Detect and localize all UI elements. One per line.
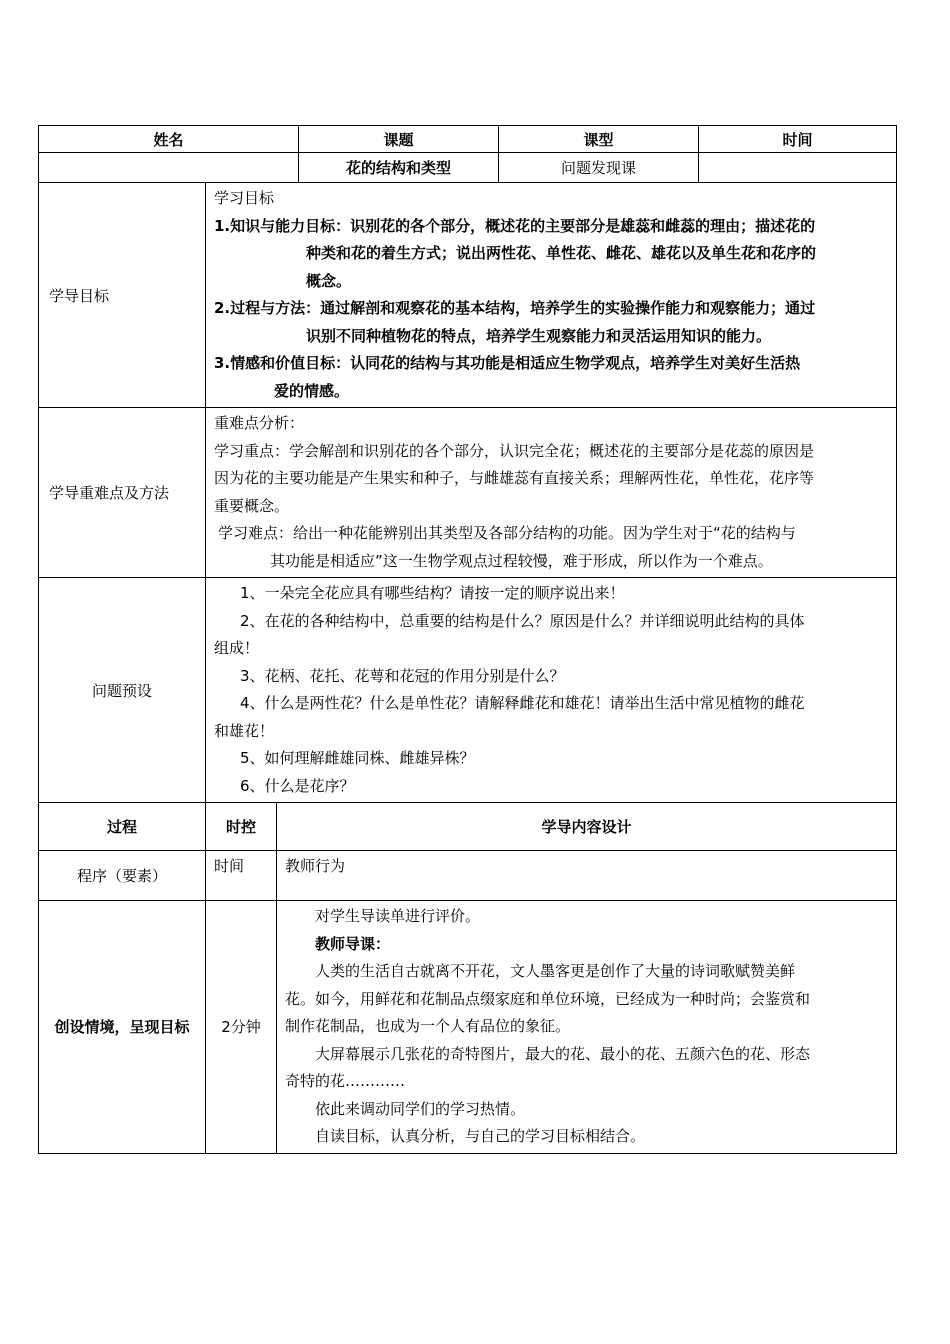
question-6: 6、什么是花序？ (240, 776, 355, 795)
goals-row (39, 183, 897, 408)
stage-1-line-7: 奇特的花………… (285, 1072, 406, 1090)
stage-1-row (39, 901, 897, 1154)
header-topic: 课题 (299, 126, 499, 153)
hard-point-line-2: 其功能是相适应”这一生物学观点过程较慢，难于形成，所以作为一个难点。 (270, 551, 773, 570)
stage-1-line-6: 大屏幕展示几张花的奇特图片，最大的花、最小的花、五颜六色的花、形态 (315, 1044, 811, 1063)
question-2: 2、在花的各种结构中，总重要的结构是什么？原因是什么？并详细说明此结构的具体 (240, 611, 805, 630)
hard-point-line-1: 学习难点：给出一种花能辨别出其类型及各部分结构的功能。因为学生对于“花的结构与 (218, 524, 796, 542)
process-header-row (39, 803, 897, 851)
difficulty-label: 学导重难点及方法 (39, 408, 206, 578)
header-time: 时间 (699, 126, 897, 153)
time-control-header: 时控 (206, 803, 277, 851)
goal-1-line-3: 概念。 (306, 271, 352, 290)
goal-2-line-2: 识别不同种植物花的特点，培养学生观察能力和灵活运用知识的能力。 (306, 326, 772, 345)
lesson-plan-table (38, 125, 897, 1154)
stage-1-line-3: 人类的生活自古就离不开花，文人墨客更是创作了大量的诗词歌赋赞美鲜 (315, 962, 796, 980)
goals-title: 学习目标 (214, 189, 275, 207)
questions-label: 问题预设 (39, 578, 206, 803)
name-value (39, 153, 299, 183)
content-design-header: 学导内容设计 (277, 803, 897, 851)
goal-3-line-2: 爱的情感。 (274, 381, 350, 400)
question-2-cont: 组成！ (214, 639, 260, 657)
question-1: 1、一朵完全花应具有哪些结构？请按一定的顺序说出来！ (240, 584, 625, 602)
lesson-type-value: 问题发现课 (499, 153, 699, 183)
goals-label: 学导目标 (39, 183, 206, 408)
difficulty-row (39, 408, 897, 578)
topic-value: 花的结构和类型 (299, 153, 499, 183)
stage-1-line-1: 对学生导读单进行评价。 (315, 907, 481, 925)
teacher-behavior-sub-header: 教师行为 (277, 851, 897, 901)
time-sub-header: 时间 (206, 851, 277, 901)
stage-1-line-2: 教师导课： (315, 934, 391, 953)
process-header: 过程 (39, 803, 206, 851)
header-lesson-type: 课型 (499, 126, 699, 153)
key-point-line-1: 学习重点：学会解剖和识别花的各个部分，认识完全花；概述花的主要部分是花蕊的原因是 (214, 441, 815, 460)
stage-1-time: 2分钟 (206, 901, 277, 1154)
header-name: 姓名 (39, 126, 299, 153)
stage-1-line-9: 自读目标，认真分析，与自己的学习目标相结合。 (315, 1127, 646, 1145)
stage-1-line-4: 花。如今，用鲜花和花制品点缀家庭和单位环境，已经成为一种时尚；会鉴赏和 (285, 989, 811, 1008)
goal-1-line-2: 种类和花的着生方式；说出两性花、单性花、雌花、雄花以及单生花和花序的 (306, 244, 817, 262)
questions-row (39, 578, 897, 803)
lesson-plan-page (38, 125, 896, 1154)
stage-1-line-5: 制作花制品，也成为一个人有品位的象征。 (285, 1017, 571, 1035)
goal-3: 3.情感和价值目标：认同花的结构与其功能是相适应生物学观点，培养学生对美好生活热 (214, 354, 801, 372)
question-4-cont: 和雄花！ (214, 721, 275, 740)
time-value (699, 153, 897, 183)
stage-1-label: 创设情境，呈现目标 (39, 901, 206, 1154)
difficulty-title: 重难点分析： (214, 414, 305, 432)
key-point-line-3: 重要概念。 (214, 496, 290, 515)
question-4: 4、什么是两性花？什么是单性花？请解释雌花和雄花！请举出生活中常见植物的雌花 (240, 694, 805, 712)
key-point-line-2: 因为花的主要功能是产生果实和种子，与雌雄蕊有直接关系；理解两性花，单性花，花序等 (214, 469, 815, 487)
goals-content (206, 183, 897, 408)
goal-1: 1.知识与能力目标：识别花的各个部分，概述花的主要部分是雄蕊和雌蕊的理由；描述花的 (214, 216, 816, 235)
question-5: 5、如何理解雌雄同株、雌雄异株？ (240, 749, 475, 767)
stage-1-line-8: 依此来调动同学们的学习热情。 (315, 1099, 526, 1118)
goal-2: 2.过程与方法：通过解剖和观察花的基本结构，培养学生的实验操作能力和观察能力；通过 (214, 299, 816, 317)
difficulty-content (206, 408, 897, 578)
process-sub-header-row (39, 851, 897, 901)
header-row (39, 126, 897, 153)
questions-content (206, 578, 897, 803)
question-3: 3、花柄、花托、花萼和花冠的作用分别是什么？ (240, 666, 565, 685)
stage-1-content (277, 901, 897, 1154)
header-value-row (39, 153, 897, 183)
procedure-sub-header: 程序（要素） (39, 851, 206, 901)
